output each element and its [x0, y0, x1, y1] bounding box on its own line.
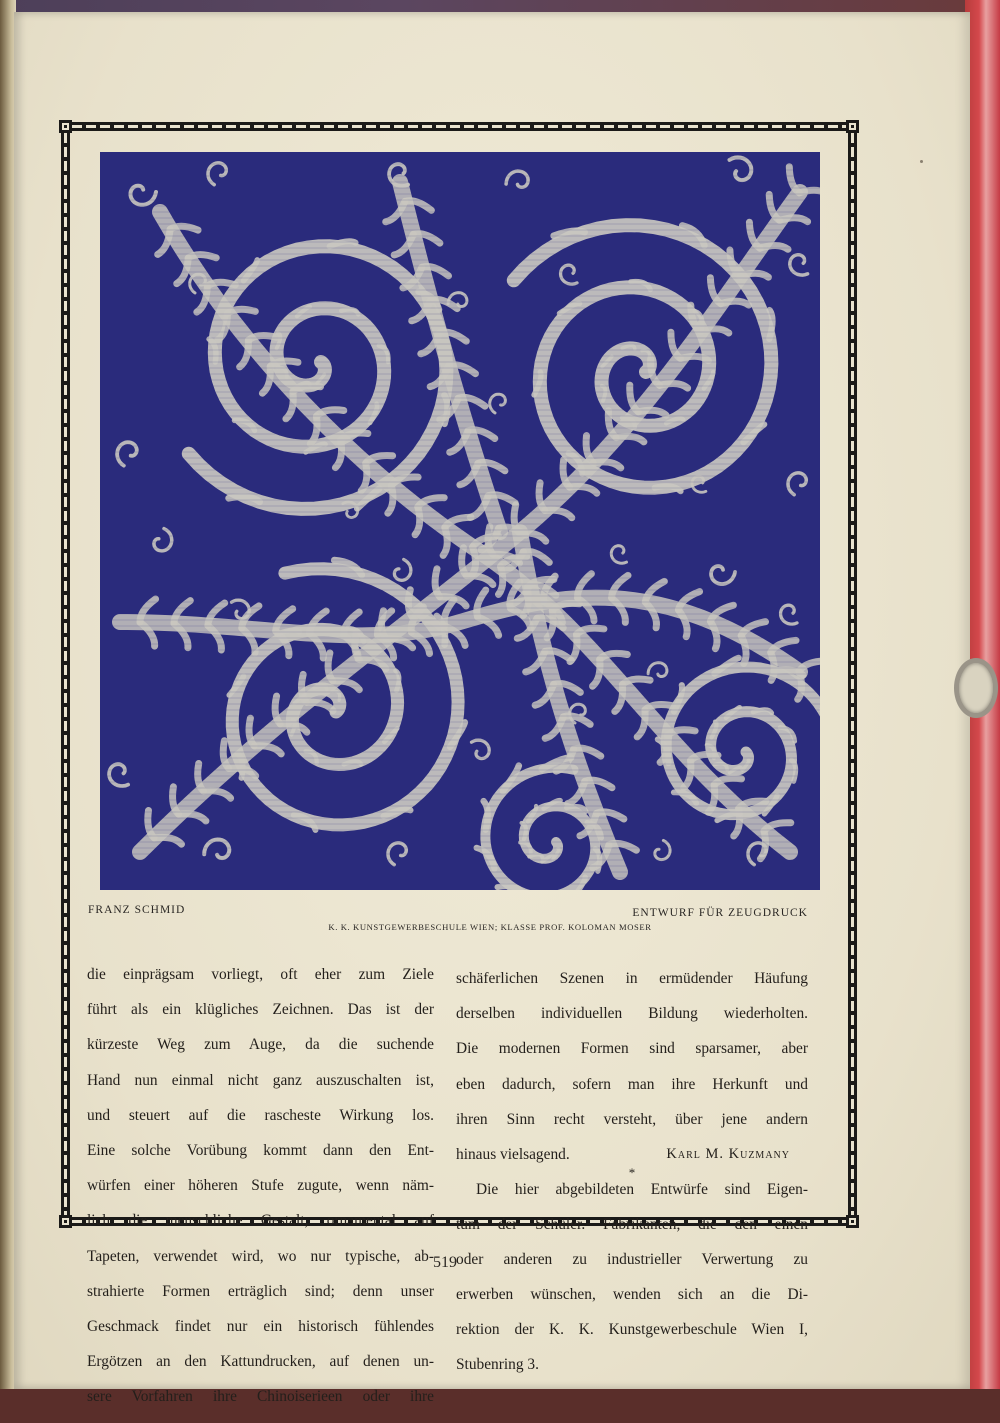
text-line: eben dadurch, sofern man ihre Herkunft und [456, 1075, 808, 1093]
caption-artist: FRANZ SCHMID [88, 904, 186, 916]
text-line: lich die menschliche Gestalt, ornamental auf [87, 1212, 434, 1230]
text-line: erwerben wünschen, wenden sich an die Di- [456, 1286, 808, 1304]
text-line: ihren Sinn recht versteht, über jene andern [456, 1110, 808, 1128]
text-line: würfen einer höheren Stufe zugute, wenn näm- [87, 1177, 434, 1195]
frame-corner-top-right [846, 120, 859, 133]
text-line: strahierte Formen erträglich sind; denn unser [87, 1282, 434, 1300]
paper-fleck [920, 160, 923, 163]
frame-right [848, 131, 857, 1217]
text-line: Stubenring 3. [456, 1356, 539, 1374]
text-line: Die hier abgebildeten Entwürfe sind Eigen- [476, 1180, 808, 1198]
caption-school: K. K. KUNSTGEWERBESCHULE WIEN; KLASSE PROF. KOLOMAN MOSER [328, 922, 652, 932]
text-line: Geschmack findet nur ein historisch fühlendes [87, 1317, 434, 1335]
text-line: oder anderen zu industrieller Verwertung zu [456, 1250, 808, 1268]
text-line: die einprägsam vorliegt, oft eher zum Ziele [87, 966, 434, 983]
text-line: hinaus vielsagend. [456, 1145, 570, 1163]
closing-line [456, 1146, 808, 1164]
text-line: tum der Schüler. Fabrikanten, die den einen [456, 1215, 808, 1233]
text-line: Hand nun einmal nicht ganz auszuschalten ist, [87, 1071, 434, 1089]
frame-corner-bottom-left [59, 1215, 72, 1228]
text-line: Tapeten, verwendet wird, wo nur typische, ab- [87, 1247, 434, 1265]
frame-corner-top-left [59, 120, 72, 133]
textile-design-plate [100, 152, 820, 890]
text-line: derselben individuellen Bildung wiederholten. [456, 1005, 808, 1023]
frame-left [61, 131, 70, 1217]
text-line: Ergötzen an den Kattundrucken, auf denen un- [87, 1353, 434, 1371]
text-line: führt als ein klügliches Zeichnen. Das ist der [87, 1001, 434, 1019]
page-number: 519 [433, 1254, 457, 1271]
text-line: sere Vorfahren ihre Chinoiserieen oder ihre [87, 1388, 434, 1406]
scroll-ornament-pattern [100, 152, 820, 890]
text-line: rektion der K. K. Kunstgewerbeschule Wien I, [456, 1321, 808, 1339]
author-signature: Karl M. Kuzmany [666, 1145, 790, 1162]
binder-ring [954, 658, 998, 718]
text-line: Die modernen Formen sind sparsamer, aber [456, 1040, 808, 1058]
caption-title: ENTWURF FÜR ZEUGDRUCK [632, 907, 808, 919]
text-line: Eine solche Vorübung kommt dann den Ent- [87, 1141, 434, 1159]
frame-top [70, 122, 847, 131]
text-line: schäferlichen Szenen in ermüdender Häufung [456, 970, 808, 987]
text-column-left [87, 966, 434, 1423]
section-separator: * [628, 1164, 636, 1180]
text-line: kürzeste Weg zum Auge, da die suchende [87, 1036, 434, 1054]
text-line: und steuert auf die rascheste Wirkung los. [87, 1106, 434, 1124]
text-column-right [456, 970, 808, 1374]
frame-corner-bottom-right [846, 1215, 859, 1228]
